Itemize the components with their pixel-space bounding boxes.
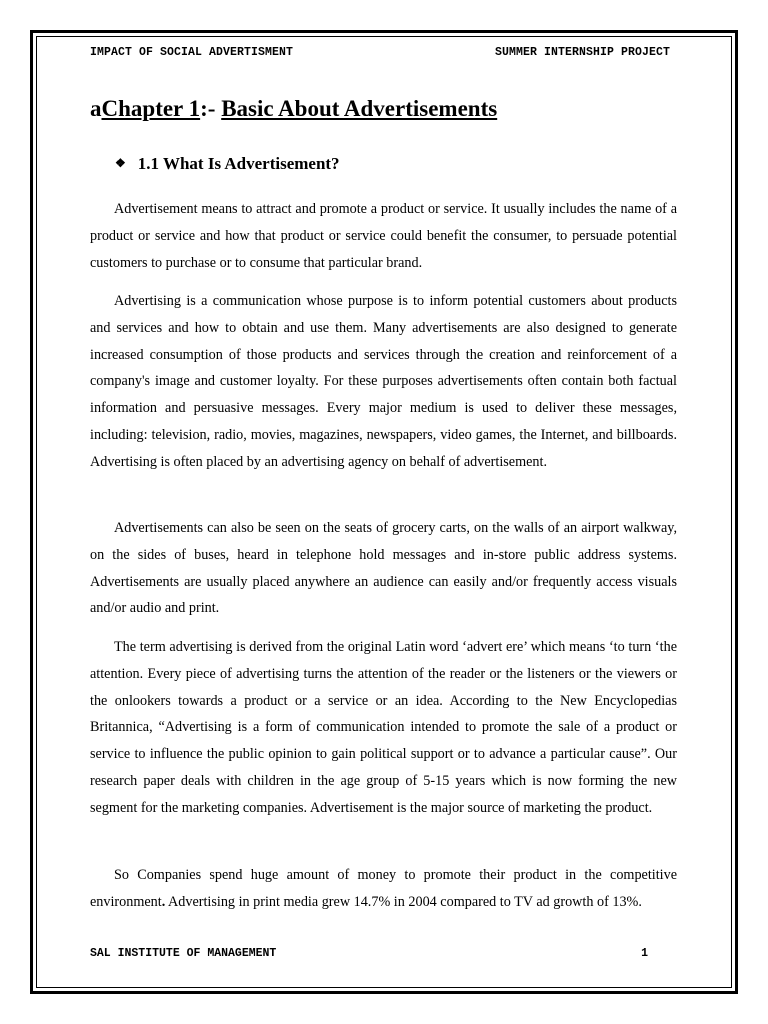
paragraph-4: The term advertising is derived from the original Latin word ‘advert ere’ which means ‘to turn ‘the attention. Every piece of advertising turns the attention of the reader or the listeners or the viewers or the onlookers towards a product or a service or an idea. According to the New Encyclopedias Britannica, “Advertising is a form of communication intended to promote the sale of a product or service to influence the public opinion to gain political support or to advance a particular cause”. Our research paper deals with children in the age group of 5-15 years which is now forming the new segment for the marketing companies. Advertisement is the major source of marketing the product. <box>90 639 677 816</box>
chapter-number: Chapter 1 <box>101 96 201 121</box>
paragraph-5-bold-period: . <box>161 893 166 910</box>
chapter-title <box>90 94 497 124</box>
chapter-name: Basic About Advertisements <box>221 96 498 121</box>
footer-institute-text: SAL INSTITUTE OF MANAGEMENT <box>90 947 277 960</box>
paragraph-5-part-2: Advertising in print media grew 14.7% in 2004 compared to TV ad growth of 13%. <box>165 893 642 910</box>
header-left-text: IMPACT OF SOCIAL ADVERTISMENT <box>90 46 294 59</box>
chapter-separator: :- <box>200 96 222 121</box>
page-header <box>90 46 670 59</box>
paragraph-5 <box>90 862 677 916</box>
paragraph-2: Advertising is a communication whose purpose is to inform potential customers about products and services and how to obtain and use them. Many advertisements are also designed to generate increased consumption of those products and services through the creation and reinforcement of a company's image and customer loyalty. For these purposes advertisements often contain both factual information and persuasive messages. Every major medium is used to deliver these messages, including: television, radio, movies, magazines, newspapers, video games, the Internet, and billboards. Advertising is often placed by an advertising agency on behalf of advertisement. <box>90 293 677 470</box>
chapter-prefix: a <box>90 96 102 121</box>
paragraph-1: Advertisement means to attract and promote a product or service. It usually includes the name of a product or service and how that product or service could benefit the consumer, to persuade potential customers to purchase or to consume that particular brand. <box>90 201 677 271</box>
header-right-text: SUMMER INTERNSHIP PROJECT <box>494 46 670 59</box>
section-heading-text: 1.1 What Is Advertisement? <box>137 154 340 173</box>
paragraph-5-part-1: So Companies spend huge amount of money to promote their product in the competitive environment <box>90 867 677 910</box>
diamond-bullet-icon: ❖ <box>115 156 126 170</box>
paragraph-3: Advertisements can also be seen on the seats of grocery carts, on the walls of an airport walkway, on the sides of buses, heard in telephone hold messages and in-store public address systems. Advertisements are usually placed anywhere an audience can easily and/or frequently access visuals and/or audio and print. <box>90 520 677 617</box>
section-heading <box>115 152 340 177</box>
page-number: 1 <box>641 947 648 960</box>
page-border-inner <box>36 36 732 988</box>
page-footer <box>90 947 648 960</box>
